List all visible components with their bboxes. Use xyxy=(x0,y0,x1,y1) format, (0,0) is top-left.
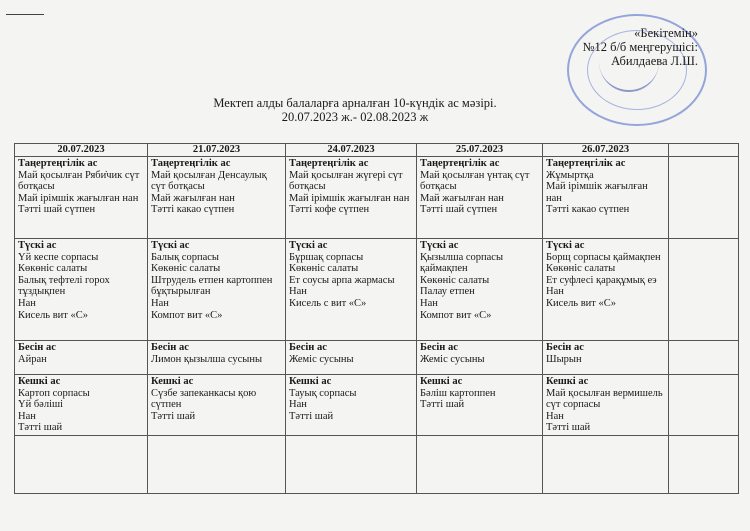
approval-block xyxy=(583,26,698,68)
dish-item: Жұмыртқа xyxy=(546,169,594,181)
dish-item: Компот вит «С» xyxy=(151,309,223,321)
dish-item: Компот вит «С» xyxy=(420,309,492,321)
dinner-row xyxy=(15,375,739,436)
meal-title: Таңертеңгілік ас xyxy=(151,158,231,169)
dish-item: Айран xyxy=(18,353,47,365)
menu-cell xyxy=(15,341,148,375)
dish-item: Кисель с вит «С» xyxy=(289,297,367,309)
meal-title: Кешкі ас xyxy=(18,376,61,387)
dish-item: Кисель вит «С» xyxy=(18,309,89,321)
date-header: 20.07.2023 xyxy=(15,144,148,157)
meal-title: Таңертеңгілік ас xyxy=(18,158,98,169)
dish-item: Май қосылған Ряби̇чик сүт ботқасы xyxy=(18,169,140,193)
dish-item: Май ірімшік жағылған нан xyxy=(289,192,410,204)
dish-item: Тәтті какао сүтпен xyxy=(151,204,235,216)
dish-item: Бұршақ сорпасы xyxy=(289,251,364,263)
empty-cell xyxy=(417,435,543,493)
dish-item: Көкөніс салаты xyxy=(289,263,359,275)
dish-item: Тәтті шай xyxy=(151,410,196,422)
dish-item: Ет соусы арпа жармасы xyxy=(289,274,395,286)
meal-title: Түскі ас xyxy=(151,240,190,251)
dish-item: Тәтті шай xyxy=(289,410,334,422)
menu-cell xyxy=(286,375,417,436)
meal-title: Кешкі ас xyxy=(420,376,463,387)
menu-table xyxy=(14,143,739,494)
dish-item: Тәтті шай xyxy=(546,422,591,434)
dish-item: Нан xyxy=(18,410,36,422)
empty-cell xyxy=(669,341,739,375)
snack-row xyxy=(15,341,739,375)
dish-item: Тәтті шай xyxy=(420,399,465,411)
meal-title: Таңертеңгілік ас xyxy=(546,158,626,169)
dish-item: Май жағылған нан xyxy=(151,192,235,204)
menu-cell xyxy=(148,375,286,436)
menu-cell xyxy=(417,239,543,341)
menu-cell xyxy=(543,375,669,436)
meal-title: Кешкі ас xyxy=(546,376,589,387)
meal-title: Бесін ас xyxy=(289,342,327,353)
dish-item: Нан xyxy=(546,286,564,298)
meal-title: Таңертеңгілік ас xyxy=(289,158,369,169)
document-title xyxy=(190,96,520,124)
approval-line-2: №12 б/б меңгерушісі: xyxy=(582,40,698,54)
menu-cell xyxy=(417,157,543,239)
menu-cell xyxy=(15,375,148,436)
dish-item: Нан xyxy=(289,286,307,298)
menu-cell xyxy=(286,239,417,341)
dish-item: Май жағылған нан xyxy=(420,192,504,204)
dish-item: Май қосылған жүгері сүт ботқасы xyxy=(289,169,403,193)
date-header: 25.07.2023 xyxy=(417,144,543,157)
menu-cell xyxy=(148,157,286,239)
meal-title: Бесін ас xyxy=(420,342,458,353)
date-header-row xyxy=(15,144,739,157)
dish-item: Тәтті кофе сүтпен xyxy=(289,204,370,216)
meal-title: Бесін ас xyxy=(18,342,56,353)
dish-item: Май қосылған вермишель сүт сорпасы xyxy=(546,387,663,411)
dish-item: Лимон қызылша сусыны xyxy=(151,353,263,365)
dish-item: Тәтті шай сүтпен xyxy=(18,204,96,216)
dish-item: Май ірімшік жағылған нан xyxy=(546,181,648,204)
dish-item: Қызылша сорпасы қаймақпен xyxy=(420,251,504,275)
dish-item: Картоп сорпасы xyxy=(18,387,90,399)
dish-item: Нан xyxy=(18,297,36,309)
dish-item: Үй кеспе сорпасы xyxy=(18,251,99,263)
dish-item: Борщ сорпасы қаймақпен xyxy=(546,251,661,263)
dish-item: Кисель вит «С» xyxy=(546,297,617,309)
dish-item: Май ірімшік жағылған нан xyxy=(18,192,139,204)
menu-cell xyxy=(15,239,148,341)
empty-cell xyxy=(543,435,669,493)
date-header: 26.07.2023 xyxy=(543,144,669,157)
menu-cell xyxy=(286,341,417,375)
menu-cell xyxy=(543,239,669,341)
dish-item: Штрудель етпен картоппен бұқтырылған xyxy=(151,274,273,298)
dish-item: Көкөніс салаты xyxy=(18,263,88,275)
title-line-1: Мектеп алды балаларға арналған 10-күндік ас мәзірі. xyxy=(213,96,497,110)
dish-item: Жеміс сусыны xyxy=(289,353,354,365)
meal-title: Түскі ас xyxy=(289,240,328,251)
dish-item: Май қосылған үнтақ сүт ботқасы xyxy=(420,169,530,193)
menu-cell xyxy=(286,157,417,239)
dish-item: Балық тефтелі горох тұздықпен xyxy=(18,274,110,298)
dish-item: Май қосылған Денсаулық сүт ботқасы xyxy=(151,169,267,193)
approval-line-3: Абилдаева Л.Ш. xyxy=(611,54,698,68)
dish-item: Тәтті какао сүтпен xyxy=(546,204,630,216)
meal-title: Кешкі ас xyxy=(289,376,332,387)
dish-item: Нан xyxy=(289,399,307,411)
dish-item: Көкөніс салаты xyxy=(420,274,490,286)
meal-title: Түскі ас xyxy=(546,240,585,251)
meal-title: Түскі ас xyxy=(420,240,459,251)
meal-title: Бесін ас xyxy=(546,342,584,353)
empty-cell xyxy=(286,435,417,493)
empty-row xyxy=(15,435,739,493)
dish-item: Нан xyxy=(546,410,564,422)
meal-title: Кешкі ас xyxy=(151,376,194,387)
date-header: 21.07.2023 xyxy=(148,144,286,157)
dish-item: Сүзбе запеканкасы қою сүтпен xyxy=(151,387,257,411)
dish-item: Үй бәліші xyxy=(18,399,63,411)
menu-cell xyxy=(148,239,286,341)
dish-item: Тәтті шай сүтпен xyxy=(420,204,498,216)
empty-cell xyxy=(148,435,286,493)
empty-cell xyxy=(15,435,148,493)
menu-cell xyxy=(543,157,669,239)
menu-cell xyxy=(543,341,669,375)
title-line-2: 20.07.2023 ж.- 02.08.2023 ж xyxy=(281,110,429,124)
dish-item: Шырын xyxy=(546,353,582,365)
menu-cell xyxy=(417,375,543,436)
lunch-row xyxy=(15,239,739,341)
dish-item: Нан xyxy=(420,297,438,309)
date-header: 24.07.2023 xyxy=(286,144,417,157)
meal-title: Түскі ас xyxy=(18,240,57,251)
empty-cell xyxy=(669,157,739,239)
breakfast-row xyxy=(15,157,739,239)
dish-item: Көкөніс салаты xyxy=(546,263,616,275)
meal-title: Бесін ас xyxy=(151,342,189,353)
meal-title: Таңертеңгілік ас xyxy=(420,158,500,169)
menu-cell xyxy=(417,341,543,375)
approval-line-1: «Бекітемін» xyxy=(634,26,698,40)
dish-item: Балық сорпасы xyxy=(151,251,219,263)
empty-header xyxy=(669,144,739,157)
dish-item: Ет суфлесі қарақұмық еэ xyxy=(546,274,657,286)
top-rule xyxy=(6,14,44,15)
menu-cell xyxy=(148,341,286,375)
empty-cell xyxy=(669,239,739,341)
dish-item: Тауық сорпасы xyxy=(289,387,357,399)
dish-item: Бәліш картоппен xyxy=(420,387,496,399)
dish-item: Тәтті шай xyxy=(18,422,63,434)
empty-cell xyxy=(669,375,739,436)
menu-cell xyxy=(15,157,148,239)
dish-item: Нан xyxy=(151,297,169,309)
dish-item: Жеміс сусыны xyxy=(420,353,485,365)
dish-item: Көкөніс салаты xyxy=(151,263,221,275)
empty-cell xyxy=(669,435,739,493)
dish-item: Палау етпен xyxy=(420,286,475,298)
